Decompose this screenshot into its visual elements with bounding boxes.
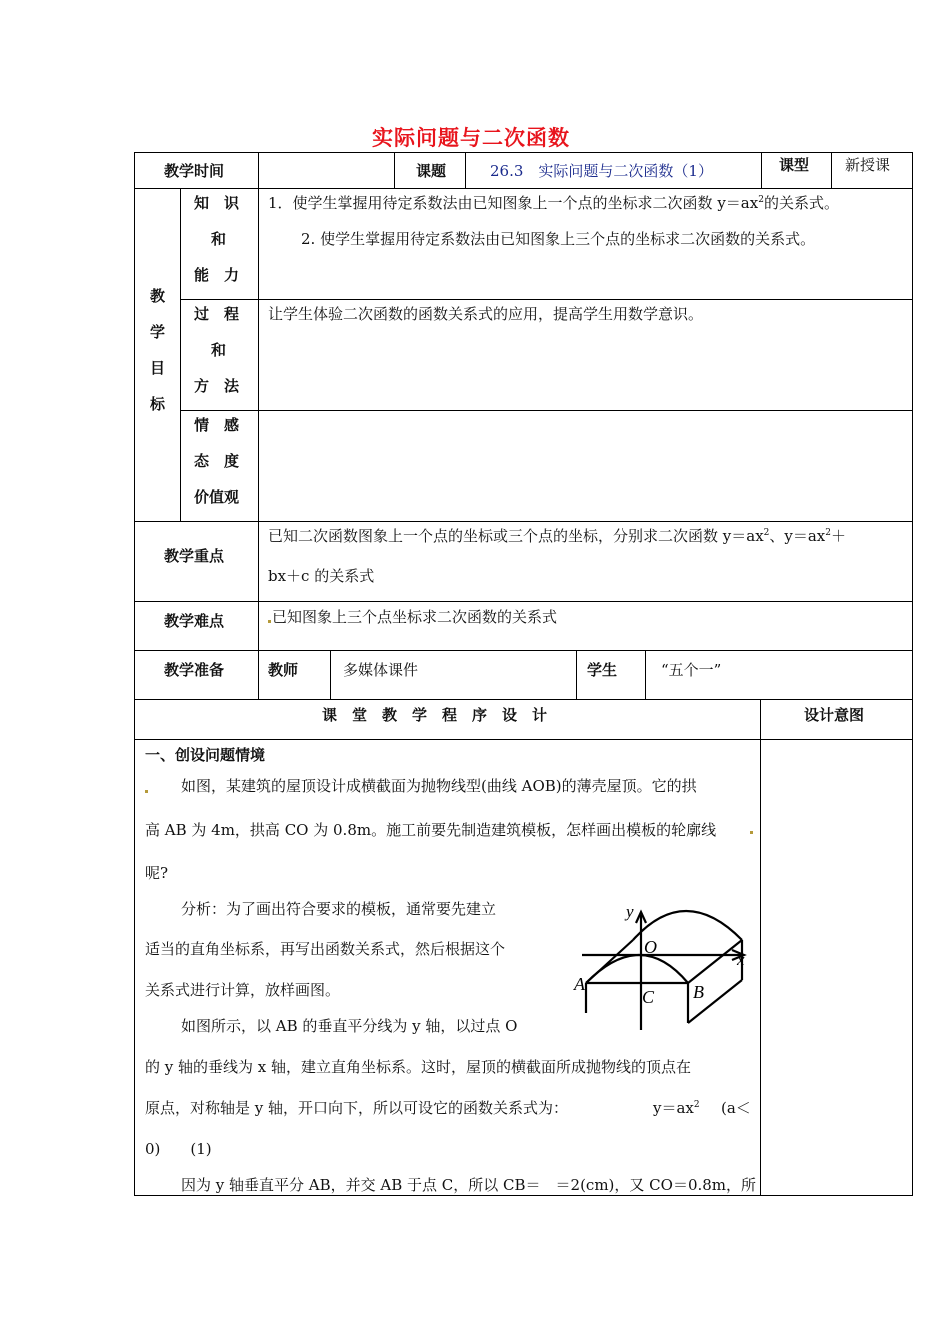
paragraph-line: 分析：为了画出符合要求的模板，通常要先建立 <box>181 900 497 918</box>
figure-label-y: y <box>626 902 634 921</box>
prep-label: 教学准备 <box>164 661 225 679</box>
goals-label-char: 目 <box>150 359 166 377</box>
paragraph-line: 高 AB 为 4m，拱高 CO 为 0.8m。施工前要先制造建筑模板，怎样画出模板的轮廓线 <box>145 821 717 839</box>
process-goal-text: 让学生体验二次函数的函数关系式的应用，提高学生用数学意识。 <box>268 305 704 323</box>
teaching-time-label: 教学时间 <box>164 162 225 180</box>
knowledge-label: 知 识 <box>194 194 240 212</box>
paragraph-line: 如图，某建筑的屋顶设计成横截面为抛物线型(曲线 AOB)的薄壳屋顶。它的拱 <box>181 777 697 795</box>
function-expression: $y=ax^2$ <box>653 1099 700 1117</box>
paragraph-line: 适当的直角坐标系，再写出函数关系式，然后根据这个 <box>145 940 506 958</box>
procedure-header: 课 堂 教 学 程 序 设 计 <box>322 706 548 724</box>
paragraph-line: 因为 y 轴垂直平分 AB，并交 AB 于点 C，所以 CB＝ ＝2(cm)，又 CO＝0.8m，所 <box>181 1176 757 1194</box>
focus-text-line1: 已知二次函数图象上一个点的坐标或三个点的坐标，分别求二次函数 $y=ax^2$、$y=ax^2+$ <box>268 527 847 545</box>
knowledge-label: 能 力 <box>194 266 240 284</box>
paragraph-line: 呢? <box>145 864 169 882</box>
student-value: “五个一” <box>661 661 722 679</box>
topic-value: 26.3 实际问题与二次函数（1） <box>490 162 713 180</box>
topic-label: 课题 <box>416 162 447 180</box>
emotion-label: 态 度 <box>194 452 240 470</box>
function-condition: (a＜ <box>721 1099 751 1117</box>
lesson-type-label: 课型 <box>779 156 810 174</box>
figure-label-a: A <box>574 974 585 994</box>
paragraph-line: 如图所示，以 AB 的垂直平分线为 y 轴，以过点 O <box>181 1017 518 1035</box>
difficulty-text: 已知图象上三个点坐标求二次函数的关系式 <box>272 608 558 626</box>
teacher-value: 多媒体课件 <box>343 661 419 679</box>
focus-text-line2: bx＋c 的关系式 <box>268 567 375 585</box>
page-title: 实际问题与二次函数 <box>372 126 570 150</box>
student-label: 学生 <box>587 661 618 679</box>
section-title: 一、创设问题情境 <box>145 746 266 764</box>
goals-label-char: 学 <box>150 323 166 341</box>
knowledge-label: 和 <box>211 230 227 248</box>
figure-label-x: x <box>737 950 745 969</box>
emotion-label: 价值观 <box>194 488 240 506</box>
figure-label-c: C <box>642 987 655 1007</box>
figure-label-o: O <box>644 937 657 957</box>
knowledge-goal-2: 2. 使学生掌握用待定系数法由已知图象上三个点的坐标求二次函数的关系式。 <box>301 230 816 248</box>
paragraph-line: 0) (1) <box>145 1140 212 1158</box>
process-label: 方 法 <box>194 377 240 395</box>
paragraph-line: 原点，对称轴是 y 轴，开口向下，所以可设它的函数关系式为： <box>145 1099 569 1117</box>
goals-label-char: 教 <box>150 287 166 305</box>
focus-label: 教学重点 <box>164 547 225 565</box>
teacher-label: 教师 <box>268 661 299 679</box>
paragraph-line: 的 y 轴的垂线为 x 轴，建立直角坐标系。这时，屋顶的横截面所成抛物线的顶点在 <box>145 1058 692 1076</box>
lesson-type-value: 新授课 <box>845 156 891 174</box>
goals-label-char: 标 <box>150 395 166 413</box>
design-intent-header: 设计意图 <box>804 706 865 724</box>
process-label: 过 程 <box>194 305 240 323</box>
figure-label-b: B <box>693 982 704 1002</box>
difficulty-label: 教学难点 <box>164 612 225 630</box>
knowledge-goal-1: 1．使学生掌握用待定系数法由已知图象上一个点的坐标求二次函数 $y=ax^2$的关系式。 <box>268 194 839 212</box>
paragraph-line: 关系式进行计算，放样画图。 <box>145 981 341 999</box>
emotion-label: 情 感 <box>194 416 240 434</box>
parabolic-roof-figure <box>572 895 762 1040</box>
process-label: 和 <box>211 341 227 359</box>
